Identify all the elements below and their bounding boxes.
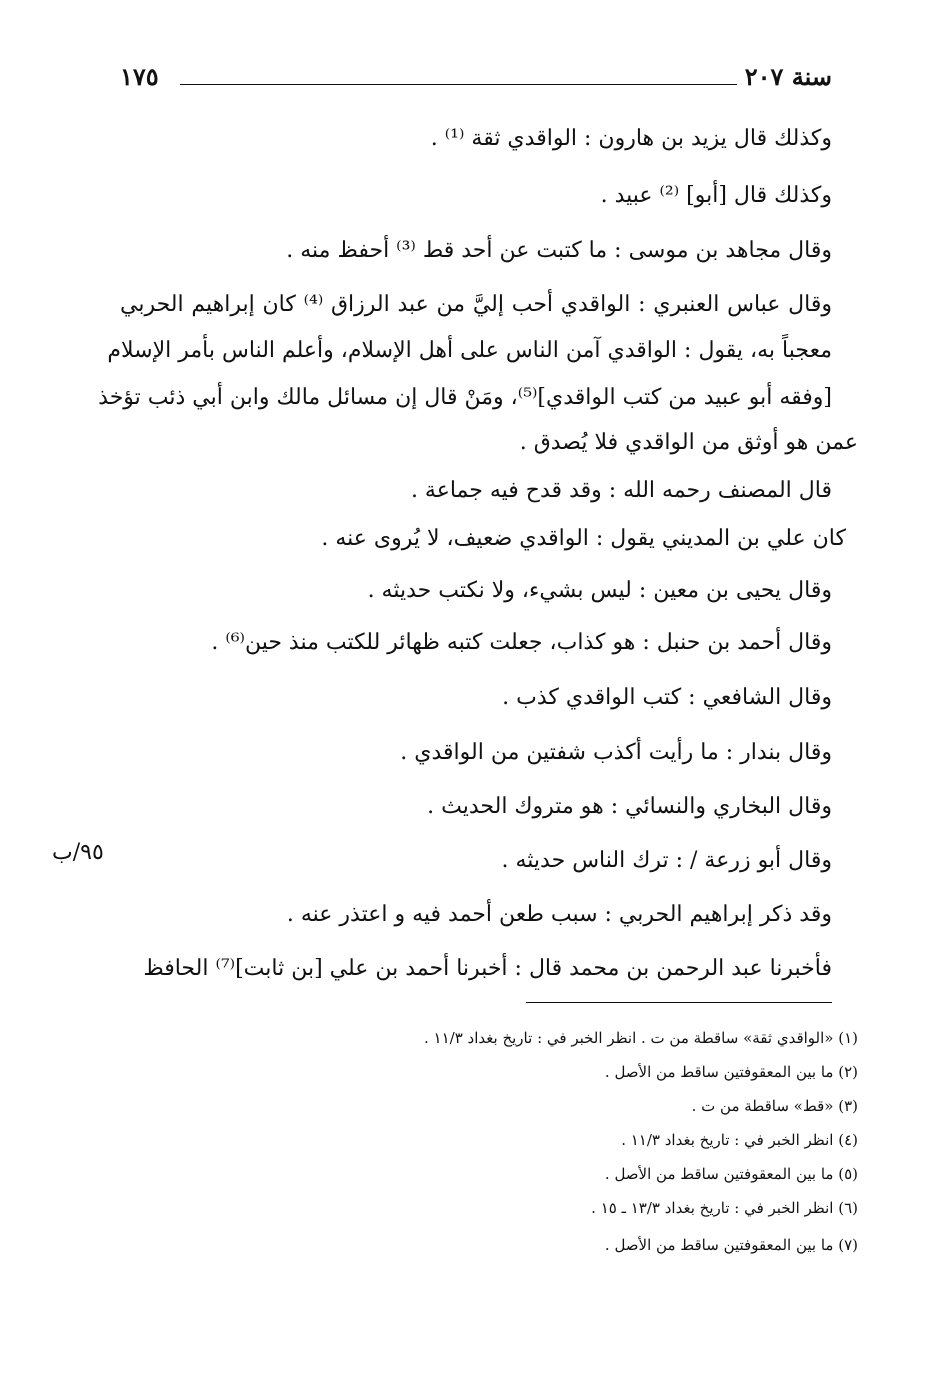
body-line: وقال يحيى بن معين : ليس بشيء، ولا نكتب حديثه .: [367, 578, 832, 603]
footnote: (٦) انظر الخبر في : تاريخ بغداد ١٣/٣ ـ ١٥ .: [591, 1199, 858, 1217]
body-line: كان علي بن المديني يقول : الواقدي ضعيف، لا يُروى عنه .: [321, 526, 846, 551]
body-line: وقال أحمد بن حنبل : هو كذاب، جعلت كتبه ظهائر للكتب منذ حين⁽⁶⁾ .: [211, 630, 832, 655]
body-line: قال المصنف رحمه الله : وقد قدح فيه جماعة .: [410, 478, 832, 503]
body-line: وكذلك قال يزيد بن هارون : الواقدي ثقة ⁽¹⁾ .: [430, 126, 832, 151]
body-line: عمن هو أوثق من الواقدي فلا يُصدق .: [519, 430, 858, 455]
header-year: سنة ٢٠٧: [744, 62, 832, 91]
running-header: [120, 62, 832, 96]
footnote-rule: [526, 1002, 832, 1003]
body-line: وقال بندار : ما رأيت أكذب شفتين من الواقدي .: [400, 740, 832, 765]
header-rule: [180, 84, 737, 85]
body-line: معجباً به، يقول : الواقدي آمن الناس على أهل الإسلام، وأعلم الناس بأمر الإسلام: [107, 338, 832, 363]
footnote: (١) «الواقدي ثقة» ساقطة من ت . انظر الخبر في : تاريخ بغداد ١١/٣ .: [424, 1029, 858, 1047]
body-line: فأخبرنا عبد الرحمن بن محمد قال : أخبرنا أحمد بن علي [بن ثابت]⁽⁷⁾ الحافظ: [143, 956, 832, 981]
footnote: (٤) انظر الخبر في : تاريخ بغداد ١١/٣ .: [621, 1131, 858, 1149]
footnote: (٧) ما بين المعقوفتين ساقط من الأصل .: [604, 1236, 858, 1254]
body-line: وقال مجاهد بن موسى : ما كتبت عن أحد قط ⁽³⁾ أحفظ منه .: [286, 238, 832, 263]
footnote: (٢) ما بين المعقوفتين ساقط من الأصل .: [604, 1063, 858, 1081]
body-line: وقد ذكر إبراهيم الحربي : سبب طعن أحمد فيه و اعتذر عنه .: [286, 902, 832, 927]
body-line: وقال أبو زرعة / : ترك الناس حديثه .: [501, 848, 832, 873]
body-line: [وفقه أبو عبيد من كتب الواقدي]⁽⁵⁾، ومَنْ قال إن مسائل مالك وابن أبي ذئب تؤخذ: [98, 385, 832, 410]
body-line: وقال الشافعي : كتب الواقدي كذب .: [502, 685, 832, 710]
footnote: (٥) ما بين المعقوفتين ساقط من الأصل .: [604, 1165, 858, 1183]
margin-folio-note: ٩٥/ب: [52, 840, 104, 865]
page-number: ١٧٥: [120, 62, 159, 91]
body-line: وقال البخاري والنسائي : هو متروك الحديث .: [427, 794, 832, 819]
footnote: (٣) «قط» ساقطة من ت .: [691, 1097, 858, 1115]
body-line: وكذلك قال [أبو] ⁽²⁾ عبيد .: [600, 183, 832, 208]
body-line: وقال عباس العنبري : الواقدي أحب إليَّ من عبد الرزاق ⁽⁴⁾ كان إبراهيم الحربي: [120, 292, 832, 317]
